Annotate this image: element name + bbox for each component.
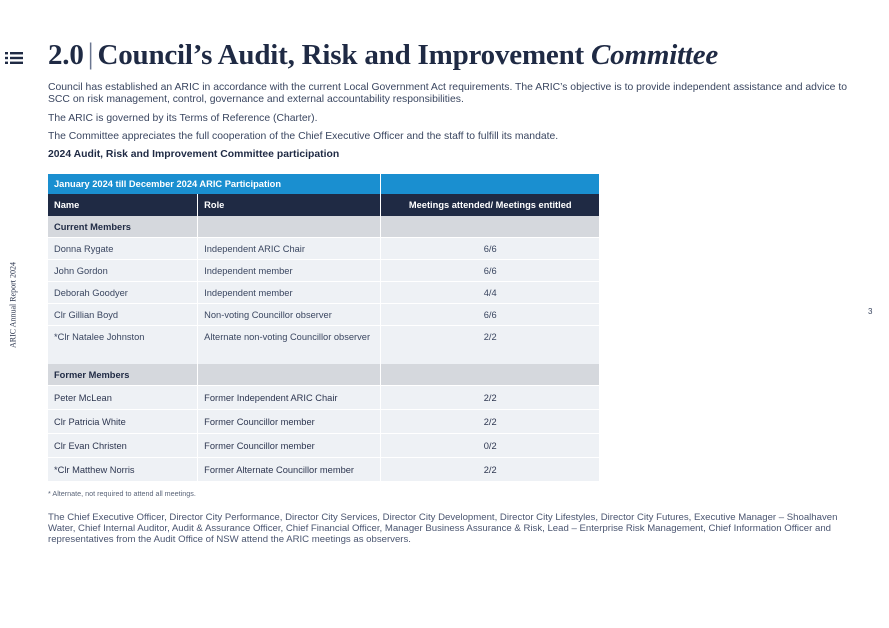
member-name: Donna Rygate: [48, 237, 198, 259]
governance-paragraph: The ARIC is governed by its Terms of Reference (Charter).: [48, 113, 318, 124]
member-name: Peter McLean: [48, 385, 198, 409]
member-meetings: 2/2: [381, 325, 600, 364]
column-header-name: Name: [48, 194, 198, 216]
member-role: Independent ARIC Chair: [198, 237, 381, 259]
cooperation-paragraph: The Committee appreciates the full cooperation of the Chief Executive Officer and the staff to fulfill its mandate.: [48, 131, 559, 142]
member-role: Non-voting Councillor observer: [198, 303, 381, 325]
table-row: [48, 385, 600, 409]
table-band-row: [48, 174, 600, 194]
page-title: [48, 38, 718, 72]
intro-paragraph: Council has established an ARIC in accordance with the current Local Government Act requirements. The ARIC’s objective is to provide independent assistance and advice to SCC on risk management, control, governance and external accountability responsibilities.: [48, 82, 847, 105]
column-header-meetings: Meetings attended/ Meetings entitled: [381, 194, 600, 216]
member-meetings: 6/6: [381, 303, 600, 325]
report-side-label: [2, 250, 24, 360]
member-name: Clr Gillian Boyd: [48, 303, 198, 325]
table-footnote: * Alternate, not required to attend all meetings.: [48, 489, 196, 498]
member-role: Former Councillor member: [198, 409, 381, 433]
group-blank: [198, 216, 381, 237]
group-blank: [198, 364, 381, 385]
observers-paragraph: The Chief Executive Officer, Director City Performance, Director City Services, Director City Development, Director City Lifestyles, Director City Futures, Executive Manager – Shoalhaven Water, Chief Internal Auditor, Audit & Assurance Officer, Chief Financial Officer, Manager Business Assurance & Risk, Lead – Enterprise Risk Management, Chief Information Officer and representatives from the Audit Office of NSW attend the ARIC meetings as observers.: [48, 512, 838, 545]
column-header-role: Role: [198, 194, 381, 216]
table-row: [48, 237, 600, 259]
group-blank: [381, 216, 600, 237]
member-role: Independent member: [198, 281, 381, 303]
table-band-blank: [381, 174, 600, 194]
member-meetings: 6/6: [381, 259, 600, 281]
member-role: Alternate non-voting Councillor observer: [198, 325, 381, 364]
page-number: 3: [868, 307, 873, 316]
member-name: Clr Evan Christen: [48, 433, 198, 457]
member-meetings: 4/4: [381, 281, 600, 303]
member-role: Former Councillor member: [198, 433, 381, 457]
member-name: *Clr Matthew Norris: [48, 457, 198, 481]
title-emphasis: Committee: [591, 39, 719, 71]
table-row: [48, 409, 600, 433]
table-row: [48, 457, 600, 481]
section-number: 2.0: [48, 39, 84, 71]
table-row: [48, 433, 600, 457]
group-label-current: Current Members: [48, 216, 198, 237]
member-meetings: 2/2: [381, 457, 600, 481]
table-row: [48, 259, 600, 281]
member-role: Former Independent ARIC Chair: [198, 385, 381, 409]
participation-subheading: 2024 Audit, Risk and Improvement Committee participation: [48, 149, 340, 160]
participation-table: [48, 174, 600, 481]
member-meetings: 2/2: [381, 385, 600, 409]
report-side-label-text: ARIC Annual Report 2024: [8, 262, 18, 348]
table-row: [48, 325, 600, 364]
member-name: John Gordon: [48, 259, 198, 281]
member-meetings: 6/6: [381, 237, 600, 259]
title-separator: |: [87, 37, 94, 70]
table-band-title: January 2024 till December 2024 ARIC Participation: [48, 174, 381, 194]
member-name: *Clr Natalee Johnston: [48, 325, 198, 364]
group-label-former: Former Members: [48, 364, 198, 385]
table-row: [48, 303, 600, 325]
group-row-current: [48, 216, 600, 237]
group-blank: [381, 364, 600, 385]
menu-list-icon[interactable]: [5, 51, 23, 65]
table-row: [48, 281, 600, 303]
group-row-former: [48, 364, 600, 385]
member-role: Former Alternate Councillor member: [198, 457, 381, 481]
member-name: Deborah Goodyer: [48, 281, 198, 303]
member-meetings: 2/2: [381, 409, 600, 433]
member-role: Independent member: [198, 259, 381, 281]
member-meetings: 0/2: [381, 433, 600, 457]
member-name: Clr Patricia White: [48, 409, 198, 433]
title-main: Council’s Audit, Risk and Improvement: [97, 39, 584, 71]
table-header-row: [48, 194, 600, 216]
